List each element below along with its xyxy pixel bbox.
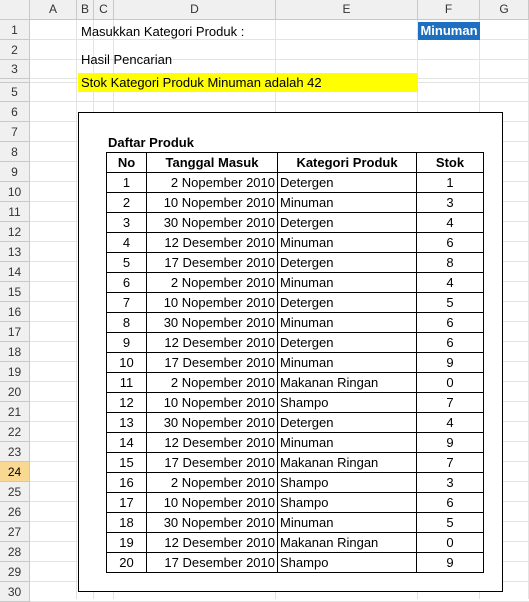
cell-stock[interactable]: 0 — [417, 533, 484, 553]
column-header-c[interactable]: C — [94, 0, 114, 20]
cell-date[interactable]: 10 Nopember 2010 — [147, 493, 278, 513]
row-header-9[interactable]: 9 — [0, 162, 30, 182]
cell-stock[interactable]: 8 — [417, 253, 484, 273]
row-header-10[interactable]: 10 — [0, 182, 30, 202]
result-label: Hasil Pencarian — [81, 52, 173, 67]
cell-stock[interactable]: 9 — [417, 433, 484, 453]
table-row — [107, 353, 484, 373]
cell-stock[interactable]: 6 — [417, 333, 484, 353]
cell-category[interactable]: Detergen — [278, 173, 417, 193]
cell-category[interactable]: Detergen — [278, 293, 417, 313]
row-header-14[interactable]: 14 — [0, 262, 30, 282]
row-header-23[interactable]: 23 — [0, 442, 30, 462]
cell-no[interactable]: 20 — [107, 553, 147, 573]
row-header-16[interactable]: 16 — [0, 302, 30, 322]
table-row — [107, 213, 484, 233]
column-header-a[interactable]: A — [30, 0, 77, 20]
cell-date[interactable]: 12 Desember 2010 — [147, 533, 278, 553]
cell-stock[interactable]: 3 — [417, 193, 484, 213]
table-row — [107, 413, 484, 433]
cell-no[interactable]: 11 — [107, 373, 147, 393]
row-header-8[interactable]: 8 — [0, 142, 30, 162]
cell-date[interactable]: 30 Nopember 2010 — [147, 513, 278, 533]
table-row — [107, 253, 484, 273]
row-header-26[interactable]: 26 — [0, 502, 30, 522]
cell-category[interactable]: Shampo — [278, 393, 417, 413]
cell-stock[interactable]: 9 — [417, 553, 484, 573]
table-row — [107, 513, 484, 533]
cell-no[interactable]: 6 — [107, 273, 147, 293]
cell-category[interactable]: Shampo — [278, 493, 417, 513]
table-row — [107, 493, 484, 513]
row-header-27[interactable]: 27 — [0, 522, 30, 542]
table-row — [107, 533, 484, 553]
cell-stock[interactable]: 7 — [417, 453, 484, 473]
row-header-30[interactable]: 30 — [0, 582, 30, 602]
cell-date[interactable]: 30 Nopember 2010 — [147, 413, 278, 433]
column-header-f[interactable]: F — [418, 0, 480, 20]
row-header-28[interactable]: 28 — [0, 542, 30, 562]
cell-no[interactable]: 10 — [107, 353, 147, 373]
table-row — [107, 293, 484, 313]
cell-stock[interactable]: 4 — [417, 213, 484, 233]
row-header-25[interactable]: 25 — [0, 482, 30, 502]
cell-date[interactable]: 2 Nopember 2010 — [147, 173, 278, 193]
cell-no[interactable]: 1 — [107, 173, 147, 193]
cell-category[interactable]: Makanan Ringan — [278, 533, 417, 553]
column-header-g[interactable]: G — [480, 0, 529, 20]
row-header-29[interactable]: 29 — [0, 562, 30, 582]
row-header-22[interactable]: 22 — [0, 422, 30, 442]
cell-stock[interactable]: 5 — [417, 513, 484, 533]
table-row — [107, 433, 484, 453]
row-header-18[interactable]: 18 — [0, 342, 30, 362]
cell-date[interactable]: 30 Nopember 2010 — [147, 213, 278, 233]
result-text: Stok Kategori Produk Minuman adalah 42 — [78, 73, 417, 92]
cell-date[interactable]: 12 Desember 2010 — [147, 433, 278, 453]
cell-date[interactable]: 12 Desember 2010 — [147, 233, 278, 253]
cell-no[interactable]: 18 — [107, 513, 147, 533]
column-gridline — [76, 20, 77, 599]
cell-category[interactable]: Minuman — [278, 273, 417, 293]
cell-no[interactable]: 4 — [107, 233, 147, 253]
cell-category[interactable]: Minuman — [278, 433, 417, 453]
cell-no[interactable]: 7 — [107, 293, 147, 313]
cell-no[interactable]: 3 — [107, 213, 147, 233]
row-header-13[interactable]: 13 — [0, 242, 30, 262]
cell-category[interactable]: Shampo — [278, 473, 417, 493]
cell-date[interactable]: 10 Nopember 2010 — [147, 193, 278, 213]
cell-no[interactable]: 2 — [107, 193, 147, 213]
cell-no[interactable]: 15 — [107, 453, 147, 473]
cell-no[interactable]: 14 — [107, 433, 147, 453]
category-input-cell[interactable]: Minuman — [418, 22, 480, 40]
row-header-2[interactable]: 2 — [0, 40, 30, 60]
cell-category[interactable]: Detergen — [278, 213, 417, 233]
table-title: Daftar Produk — [108, 135, 194, 150]
cell-no[interactable]: 19 — [107, 533, 147, 553]
cell-category[interactable]: Minuman — [278, 233, 417, 253]
row-header-11[interactable]: 11 — [0, 202, 30, 222]
table-row — [107, 313, 484, 333]
cell-date[interactable]: 2 Nopember 2010 — [147, 273, 278, 293]
cell-date[interactable]: 17 Desember 2010 — [147, 453, 278, 473]
cell-category[interactable]: Makanan Ringan — [278, 373, 417, 393]
column-header-b[interactable]: B — [77, 0, 94, 20]
cell-no[interactable]: 5 — [107, 253, 147, 273]
product-table — [106, 152, 484, 573]
cell-stock[interactable]: 4 — [417, 273, 484, 293]
cell-category[interactable]: Detergen — [278, 413, 417, 433]
row-header-6[interactable]: 6 — [0, 102, 30, 122]
cell-stock[interactable]: 4 — [417, 413, 484, 433]
table-row — [107, 333, 484, 353]
cell-stock[interactable]: 6 — [417, 233, 484, 253]
table-row — [107, 233, 484, 253]
header-category: Kategori Produk — [278, 153, 417, 173]
table-row — [107, 393, 484, 413]
cell-no[interactable]: 12 — [107, 393, 147, 413]
cell-no[interactable]: 8 — [107, 313, 147, 333]
header-date: Tanggal Masuk — [147, 153, 278, 173]
cell-date[interactable]: 2 Nopember 2010 — [147, 473, 278, 493]
cell-stock[interactable]: 5 — [417, 293, 484, 313]
row-header-12[interactable]: 12 — [0, 222, 30, 242]
row-header-7[interactable]: 7 — [0, 122, 30, 142]
row-header-5[interactable]: 5 — [0, 83, 30, 102]
header-no: No — [107, 153, 147, 173]
row-header-20[interactable]: 20 — [0, 382, 30, 402]
cell-stock[interactable]: 9 — [417, 353, 484, 373]
header-stock: Stok — [417, 153, 484, 173]
cell-date[interactable]: 30 Nopember 2010 — [147, 313, 278, 333]
cell-stock[interactable]: 1 — [417, 173, 484, 193]
cell-date[interactable]: 17 Desember 2010 — [147, 353, 278, 373]
row-header-19[interactable]: 19 — [0, 362, 30, 382]
cell-stock[interactable]: 7 — [417, 393, 484, 413]
cell-stock[interactable]: 0 — [417, 373, 484, 393]
cell-date[interactable]: 2 Nopember 2010 — [147, 373, 278, 393]
prompt-label: Masukkan Kategori Produk : — [81, 24, 245, 39]
row-header-15[interactable]: 15 — [0, 282, 30, 302]
column-header-d[interactable]: D — [114, 0, 276, 20]
cell-category[interactable]: Detergen — [278, 333, 417, 353]
cell-category[interactable]: Minuman — [278, 353, 417, 373]
cell-no[interactable]: 9 — [107, 333, 147, 353]
select-all-corner[interactable] — [0, 0, 30, 20]
table-row — [107, 553, 484, 573]
cell-stock[interactable]: 6 — [417, 313, 484, 333]
table-row — [107, 453, 484, 473]
column-header-e[interactable]: E — [276, 0, 418, 20]
cell-category[interactable]: Minuman — [278, 193, 417, 213]
row-header-3[interactable]: 3 — [0, 60, 30, 79]
cell-date[interactable]: 17 Desember 2010 — [147, 553, 278, 573]
cell-no[interactable]: 13 — [107, 413, 147, 433]
cell-stock[interactable]: 6 — [417, 493, 484, 513]
table-row — [107, 193, 484, 213]
cell-date[interactable]: 10 Nopember 2010 — [147, 393, 278, 413]
cell-category[interactable]: Minuman — [278, 313, 417, 333]
table-header-row — [107, 153, 484, 173]
cell-date[interactable]: 17 Desember 2010 — [147, 253, 278, 273]
table-row — [107, 473, 484, 493]
row-gridline — [30, 101, 529, 102]
cell-category[interactable]: Minuman — [278, 513, 417, 533]
cell-category[interactable]: Detergen — [278, 253, 417, 273]
cell-date[interactable]: 10 Nopember 2010 — [147, 293, 278, 313]
row-header-17[interactable]: 17 — [0, 322, 30, 342]
table-row — [107, 273, 484, 293]
table-row — [107, 373, 484, 393]
row-header-24[interactable]: 24 — [0, 462, 30, 482]
cell-no[interactable]: 17 — [107, 493, 147, 513]
cell-date[interactable]: 12 Desember 2010 — [147, 333, 278, 353]
cell-category[interactable]: Shampo — [278, 553, 417, 573]
row-header-1[interactable]: 1 — [0, 20, 30, 40]
cell-stock[interactable]: 3 — [417, 473, 484, 493]
table-row — [107, 173, 484, 193]
cell-no[interactable]: 16 — [107, 473, 147, 493]
cell-category[interactable]: Makanan Ringan — [278, 453, 417, 473]
row-header-21[interactable]: 21 — [0, 402, 30, 422]
